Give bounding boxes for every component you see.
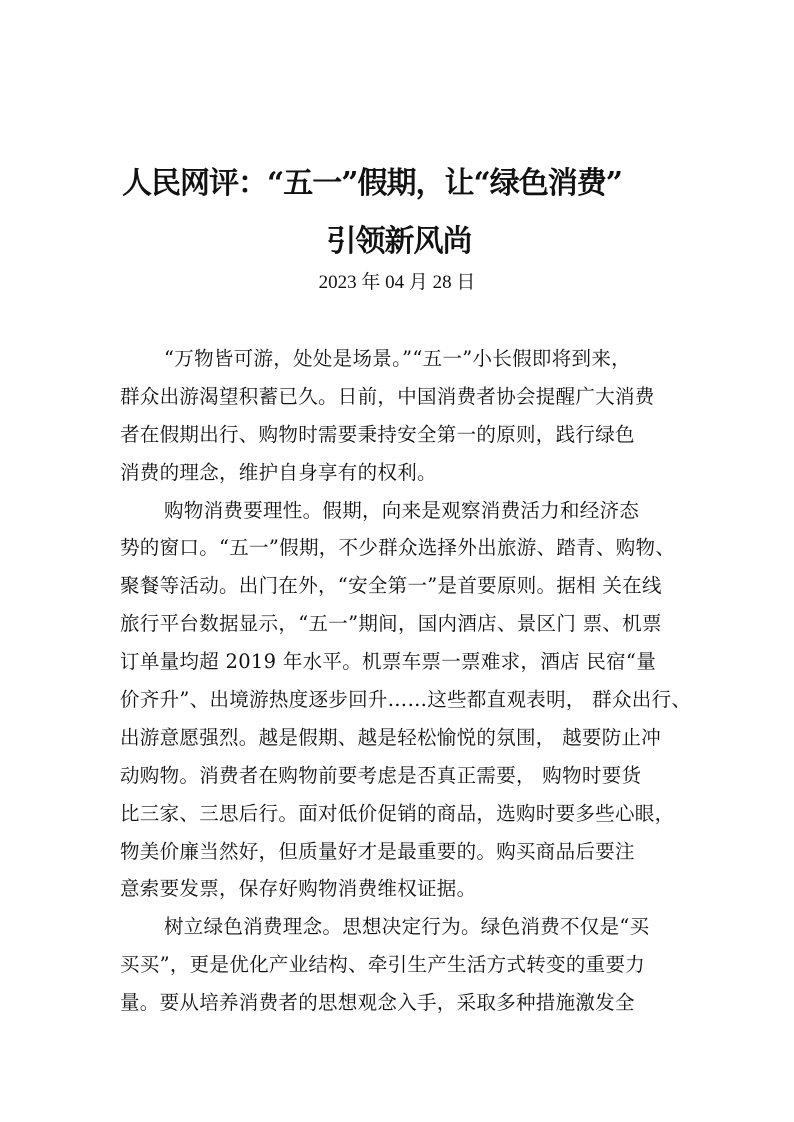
body-text-line: 出游意愿强烈。越是假期、越是轻松愉悦的氛围， 越要防止冲: [120, 725, 662, 749]
body-text-line: 群众出游渴望积蓄已久。日前，中国消费者协会提醒广大消费: [120, 384, 655, 408]
body-text-line: 意索要发票，保存好购物消费维权证据。: [120, 877, 477, 901]
article-title-line-2: 引领新风尚: [326, 224, 472, 259]
body-text-line: 量。要从培养消费者的思想观念入手，采取多种措施激发全: [120, 991, 635, 1015]
body-text-line: “万物皆可游，处处是场景。”“五一”小长假即将到来，: [164, 347, 631, 370]
body-text-line: 订单量均超 2019 年水平。机票车票一票难求，酒店 民宿“量: [120, 650, 656, 674]
body-text-line: 树立绿色消费理念。思想决定行为。绿色消费不仅是“买: [164, 915, 650, 939]
body-text-line: 动购物。消费者在购物前要考虑是否真正需要， 购物时要货: [120, 763, 642, 787]
body-text-line: 势的窗口。“五一”假期，不少群众选择外出旅游、踏青、购物、: [120, 536, 676, 560]
body-text-line: 购物消费要理性。假期，向来是观察消费活力和经济态: [164, 498, 640, 522]
body-text-line: 价齐升”、出境游热度逐步回升……这些都直观表明， 群众出行、: [120, 688, 692, 712]
body-text-line: 比三家、三思后行。面对低价促销的商品，选购时要多些心眼，: [120, 801, 675, 825]
body-text-line: 物美价廉当然好，但质量好才是最重要的。购买商品后要注: [120, 839, 635, 863]
body-text-line: 者在假期出行、购物时需要秉持安全第一的原则，践行绿色: [120, 422, 635, 446]
body-text-line: 买买”，更是优化产业结构、牵引生产生活方式转变的重要力: [120, 953, 646, 977]
body-text-line: 聚餐等活动。出门在外，“安全第一”是首要原则。据相 关在线: [120, 574, 662, 598]
article-title-line-1: 人民网评：“五一”假期，让“绿色消费”: [122, 166, 623, 201]
publish-date: 2023 年 04 月 28 日: [318, 272, 476, 293]
body-text-line: 旅行平台数据显示，“五一”期间，国内酒店、景区门 票、机票: [120, 612, 662, 636]
article-body: [120, 340, 720, 1022]
body-text-line: 消费的理念，维护自身享有的权利。: [120, 460, 437, 484]
